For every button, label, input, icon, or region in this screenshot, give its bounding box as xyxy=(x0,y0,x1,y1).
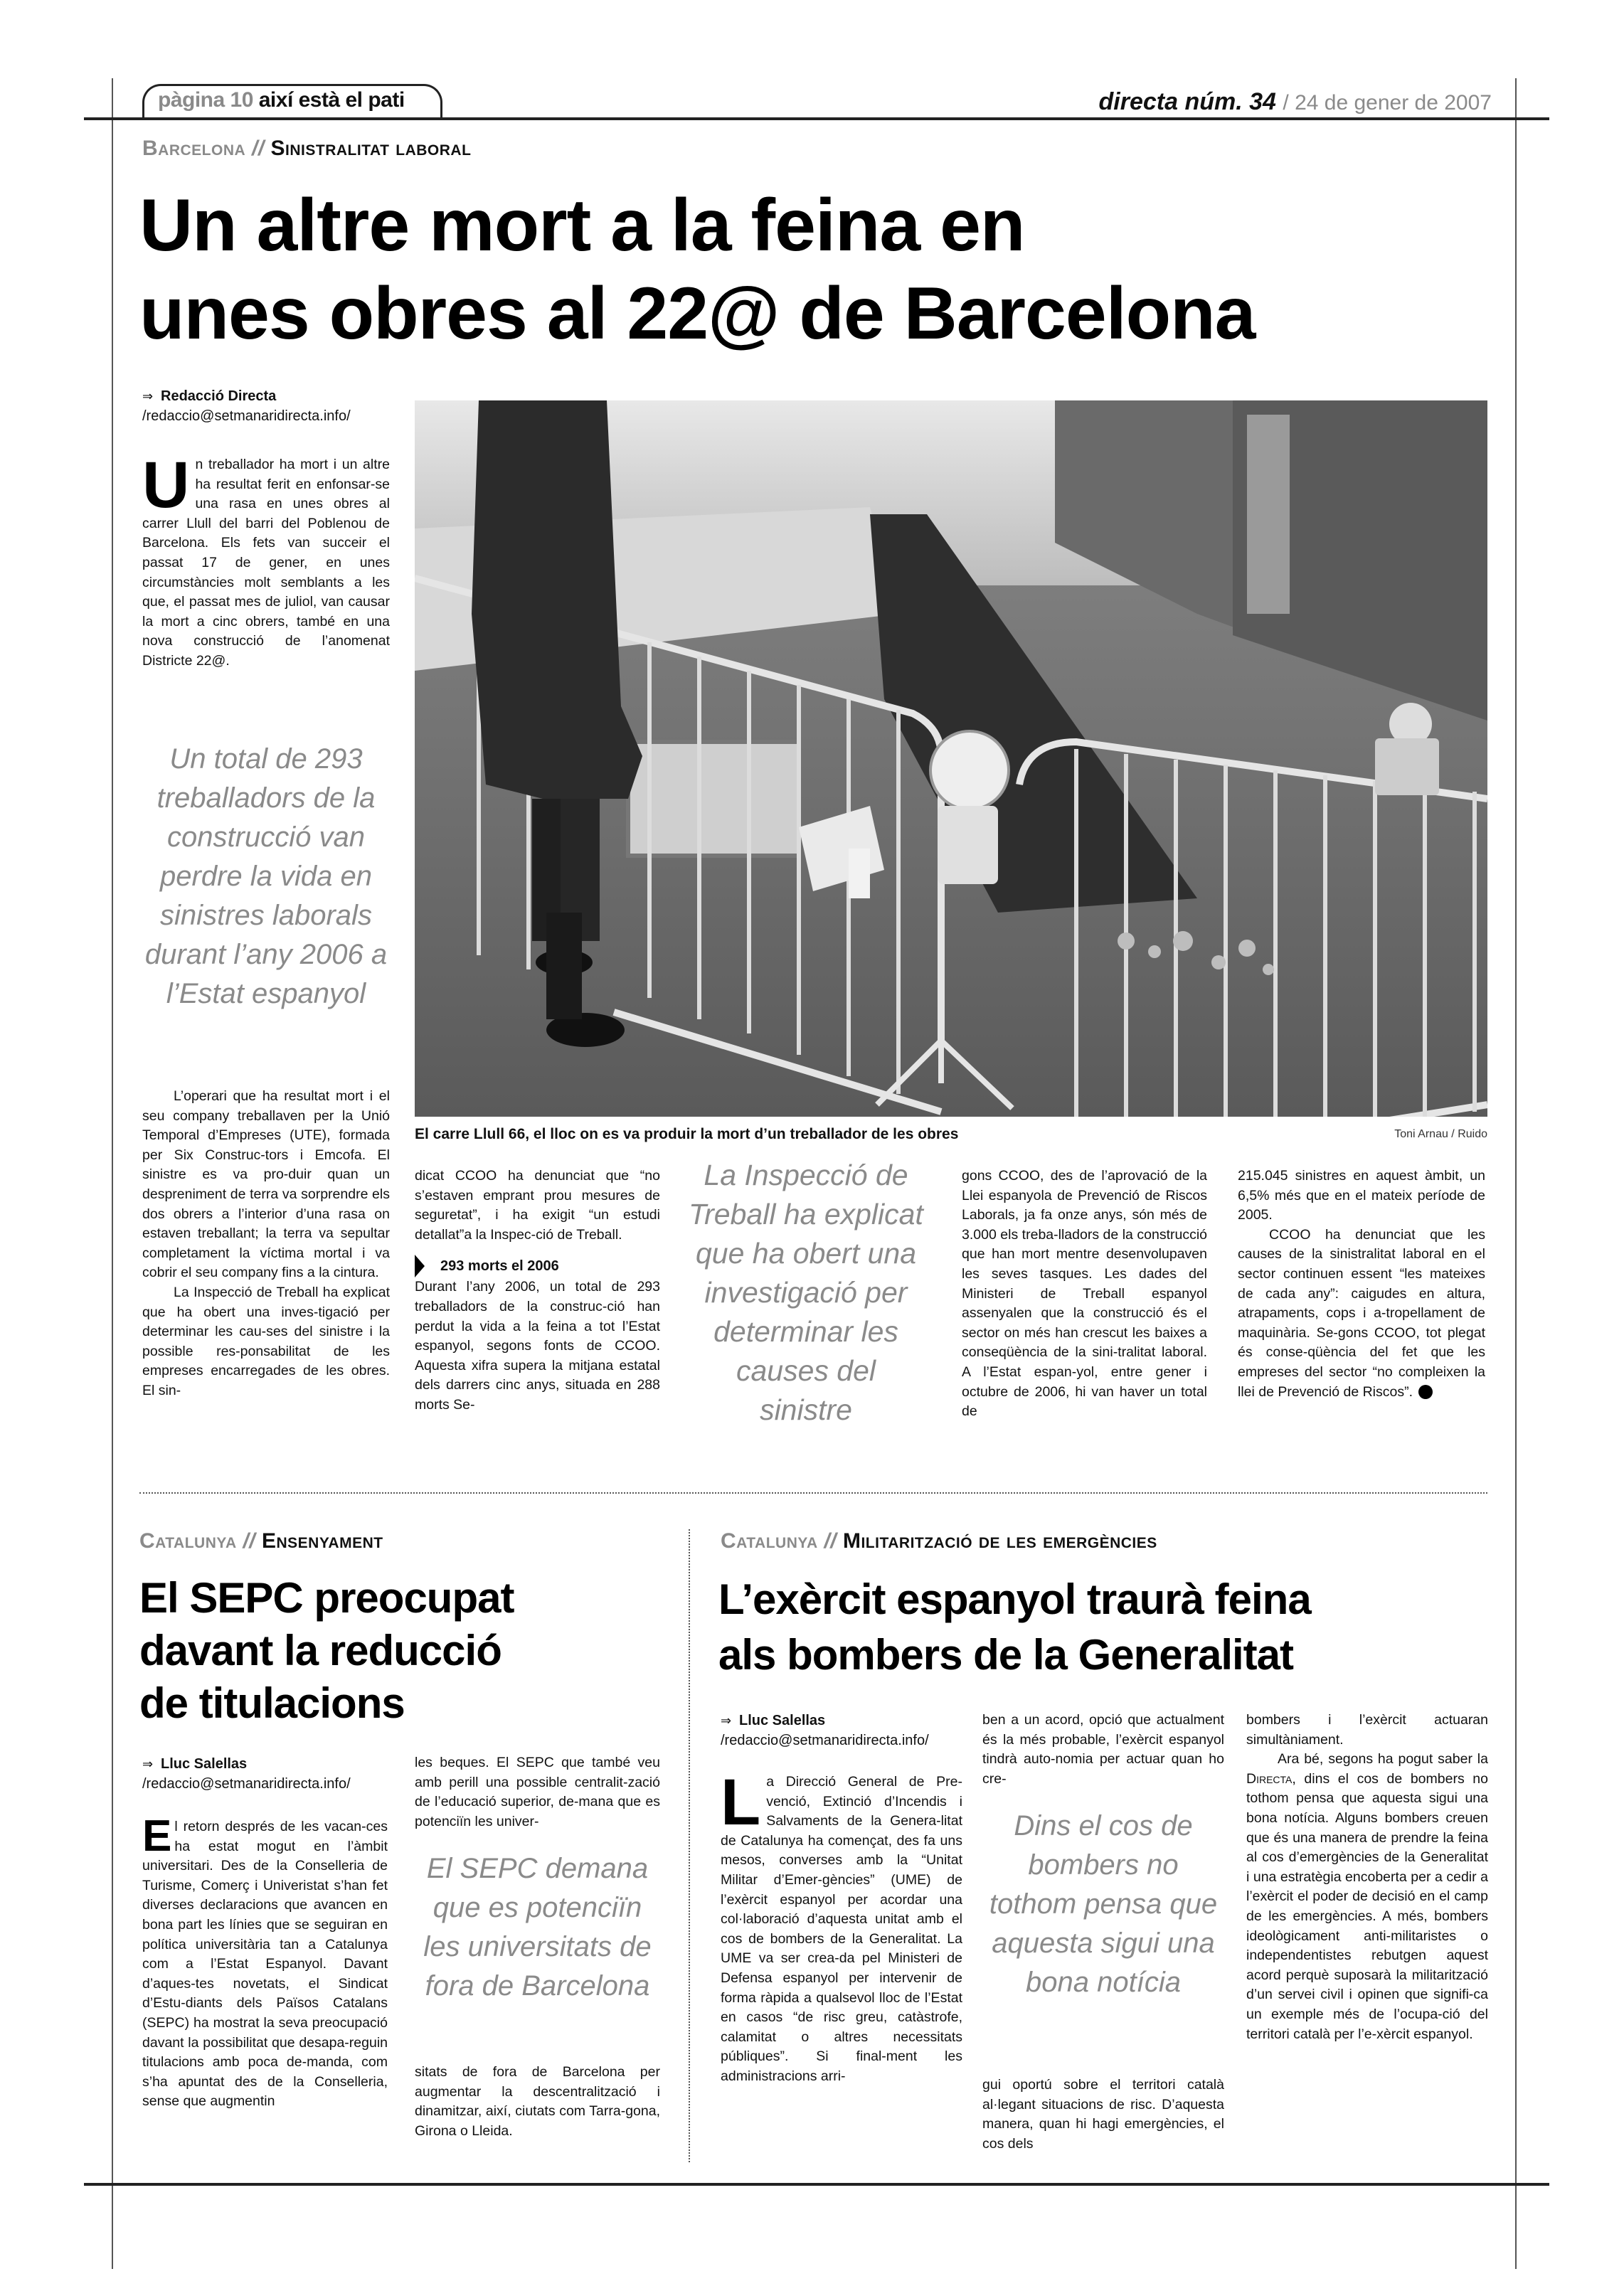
article1-column-2 xyxy=(415,1166,660,1415)
lead-text: n treballador ha mort i un altre ha resultat ferit en enfonsar-se una rasa en unes obres al carrer Llull del barri del Poblenou de Barcelona. Els fets van succeir el passat 17 de gener, en unes circumstàncies molt semblants a les que, el passat mes de juliol, van causar la mort a cinc obrers, també en una nova construcció de l’anomenat Districte 22@. xyxy=(142,457,390,669)
kicker-separator: // xyxy=(252,137,265,160)
author-email[interactable]: /redaccio@setmanaridirecta.info/ xyxy=(142,1776,351,1792)
article3-column-3 xyxy=(1246,1711,1488,2044)
kicker-separator: // xyxy=(824,1529,837,1553)
author-name: Redacció Directa xyxy=(161,388,277,404)
paragraph xyxy=(1246,1750,1488,2044)
construction-site-photo xyxy=(415,400,1487,1117)
paragraph: dicat CCOO ha denunciat que “no s’estaven emprant prou mesures de seguretat”, i ha exigit “un estudi detallat”a la Inspec-ció de Treball. xyxy=(415,1168,660,1243)
kicker-separator: // xyxy=(243,1529,256,1553)
subheading-text: 293 morts el 2006 xyxy=(440,1258,559,1274)
paragraph: gons CCOO, des de l’aprovació de la Llei espanyola de Prevenció de Riscos Laborals, ja fa onze anys, són més de 3.000 els treba-lladors de la construcció que han mort mentre desenvolupaven les seves tasques. Les dades del Ministeri de Treball espanyol assenyalen que la construcció és el sector on més han crescut les baixes a conseqüència de la sini-tralitat laboral. A l’Estat espan-yol, entre gener i octubre de 2006, hi van haver un total de xyxy=(962,1168,1207,1420)
kicker-topic: Ensenyament xyxy=(261,1529,383,1553)
column-divider xyxy=(689,1529,690,2162)
paragraph: La Inspecció de Treball ha explicat que ha obert una inves-tigació per determinar les cau-ses del sinistre i la possible res-ponsabilitat de les empreses encarregades de les obres. El sin- xyxy=(142,1284,390,1398)
headline-line: Un altre mort a la feina en xyxy=(139,184,1025,267)
article1-kicker xyxy=(142,137,471,161)
headline-line: de titulacions xyxy=(139,1679,405,1727)
kicker-region: Catalunya xyxy=(139,1529,237,1553)
photo-credit: Toni Arnau / Ruido xyxy=(1394,1128,1487,1140)
article1-column-1 xyxy=(142,1087,390,1401)
article2-pull-quote: El SEPC demana que es potenciïn les universitats de fora de Barcelona xyxy=(423,1853,652,2002)
kicker-topic: Sinistralitat laboral xyxy=(270,137,472,160)
paragraph: L’operari que ha resultat mort i el seu company treballaven per la Unió Temporal d’Empreses (UTE), formada per Six Construc-tors i Emcofa. El sinistre es va pro-duir quan un despreniment de terra va sorprendre els dos obrers a l’interior d’una rasa on estaven treballant; la terra va sepultar completament la víctima mortal i va cobrir el seu company fins a la cintura. xyxy=(142,1088,390,1281)
article3-byline xyxy=(721,1711,955,1750)
page-tab-label xyxy=(158,88,405,112)
paragraph-text: a Direcció General de Pre-venció, Extinció d’Incendis i Salvaments de la Genera-litat de Catalunya ha començat, des fa uns mesos, converses amb la “Unitat Militar d’Emer-gències” (UME) de l’exèrcit espanyol per acordar una col·laboració d’aquesta unitat amb el cos de bombers de la Generalitat. La UME va ser crea-da pel Ministeri de Defensa espanyol per intervenir de forma ràpida a qualsevol lloc de l’Estat en casos “de risc greu, catàstrofe, calamitat o altres necessitats públiques”. Si final-ment les administracions arri- xyxy=(721,1774,962,2084)
article3-column-1 xyxy=(721,1766,962,2087)
paragraph xyxy=(1238,1226,1485,1402)
article2-byline xyxy=(142,1754,398,1794)
article1-pull-quote-1: Un total de 293 treballadors de la construcció van perdre la vida en sinistres laborals durant l’any 2006 a l’Estat espanyol xyxy=(144,743,388,1009)
author-email[interactable]: /redaccio@setmanaridirecta.info/ xyxy=(721,1733,929,1748)
eye-icon: ⇒ xyxy=(721,1713,732,1728)
article1-photo xyxy=(415,400,1487,1117)
kicker-topic: Militarització de les emergències xyxy=(842,1529,1157,1553)
author-name: Lluc Salellas xyxy=(161,1756,248,1772)
footer-rule xyxy=(84,2183,1549,2186)
headline-line: davant la reducció xyxy=(139,1627,501,1674)
end-of-article-icon: d xyxy=(1418,1385,1433,1399)
article1-column-5 xyxy=(1238,1166,1485,1402)
paragraph: bombers i l’exèrcit actuaran simultàniament. xyxy=(1246,1712,1488,1748)
headline-line: als bombers de la Generalitat xyxy=(718,1631,1293,1679)
article1-pull-quote-2: La Inspecció de Treball ha explicat que ha obert una investigació per determinar les causes del sinistre xyxy=(689,1159,923,1426)
article1-byline xyxy=(142,386,413,426)
issue-info xyxy=(1099,88,1492,116)
kicker-region: Catalunya xyxy=(721,1529,818,1553)
author-name: Lluc Salellas xyxy=(739,1713,826,1728)
paragraph-text: CCOO ha denunciat que les causes de la sinistralitat laboral en el sector continuen essent “les mateixes de cada any”: caigudes en altura, atrapaments, cops i a-tropellament de maquinària. Se-gons CCOO, tot plegat és conse-qüència del fet que les empreses del sector “no compleixen la llei de Prevenció de Riscos”. xyxy=(1238,1226,1485,1400)
paragraph: Durant l’any 2006, un total de 293 treballadors de la construc-ció han perdut la vida a la feina a tot l’Estat espanyol, segons fonts de CCOO. Aquesta xifra supera la mitjana estatal dels darrers cinc anys, situada en 288 morts Se- xyxy=(415,1279,660,1413)
paragraph: 215.045 sinistres en aquest àmbit, un 6,5% més que en el mateix període de 2005. xyxy=(1238,1168,1485,1223)
subheading xyxy=(415,1255,660,1277)
author-email[interactable]: /redaccio@setmanaridirecta.info/ xyxy=(142,408,351,424)
headline-line: L’exèrcit espanyol traurà feina xyxy=(718,1575,1311,1623)
drop-cap: L xyxy=(721,1766,761,1839)
article1-column-4 xyxy=(962,1166,1207,1422)
eye-icon: ⇒ xyxy=(142,1757,154,1771)
issue-date: / 24 de gener de 2007 xyxy=(1283,91,1492,115)
drop-cap: U xyxy=(142,449,190,521)
article2-column-2-bottom: sitats de fora de Barcelona per augmentar la descentralització i dinamitzar, així, ciutats com Tarra-gona, Girona o Lleida. xyxy=(415,2064,660,2139)
kicker-region: Barcelona xyxy=(142,137,246,160)
paragraph-text: Ara bé, segons ha pogut saber la xyxy=(1278,1751,1488,1768)
drop-cap: E xyxy=(142,1812,172,1861)
article1-headline xyxy=(139,181,1256,358)
section-divider xyxy=(139,1492,1487,1494)
headline-line: El SEPC preocupat xyxy=(139,1574,514,1622)
article3-pull-quote: Dins el cos de bombers no tothom pensa que aquesta sigui una bona notícia xyxy=(989,1810,1218,1998)
page-number: pàgina 10 xyxy=(158,88,253,112)
article3-column-2-top: ben a un acord, opció que actualment és la més probable, l’exèrcit espanyol tindrà auto-nomia per actuar quan ho cre- xyxy=(982,1712,1224,1787)
article2-column-1 xyxy=(142,1812,388,2112)
article1-lead xyxy=(142,449,390,671)
left-margin-line xyxy=(112,78,113,2269)
paragraph-text: , dins el cos de bombers no tothom pensa que aquesta sigui una bona notícia. Alguns bombers creuen que és una manera de prendre la feina al cos d’emergències de la Generalitat i una estratègia encoberta per a cedir a l’exèrcit el poder de decisió en el camp de les emergències. A més, bombers ideològicament anti-militaristes o independentistes rebutgen aquest acord perquè suposarà la militarització d’un servei civil i opinen que signifi-ca un exemple més de l’ocupa-ció del territori català per l’e-xèrcit espanyol. xyxy=(1246,1770,1488,2042)
publication-name: directa núm. 34 xyxy=(1098,88,1276,115)
triangle-bullet-icon xyxy=(415,1255,425,1277)
eye-icon: ⇒ xyxy=(142,389,154,403)
section-name: així està el pati xyxy=(258,88,405,112)
photo-caption: El carre Llull 66, el lloc on es va produir la mort d’un treballador de les obres xyxy=(415,1126,959,1142)
right-margin-line xyxy=(1515,78,1517,2269)
publication-mention: Directa xyxy=(1246,1770,1293,1787)
article2-headline xyxy=(139,1572,514,1730)
headline-line: unes obres al 22@ de Barcelona xyxy=(139,272,1256,355)
article3-kicker xyxy=(721,1529,1157,1553)
article2-column-2-top: les beques. El SEPC que també veu amb perill una possible centralit-zació de l’educació superior, de-mana que es potenciïn les univer- xyxy=(415,1755,660,1829)
article3-column-2-bottom: gui oportú sobre el territori català al·legant situacions de risc. D’aquesta manera, quan hi hagi emergències, el cos dels xyxy=(982,2077,1224,2152)
article3-headline xyxy=(718,1572,1311,1683)
article2-kicker xyxy=(139,1529,383,1553)
paragraph-text: l retorn després de les vacan-ces ha estat mogut en l’àmbit universitari. Des de la Conselleria de Turisme, Comerç i Univeristat s’han fet diverses declaracions que avancen en bona part les línies que se seguiran en política universitària tan a Catalunya com a l’Estat Espanyol. Davant d’aques-tes novetats, el Sindicat d’Estu-diants dels Països Catalans (SEPC) ha mostrat la seva preocupació davant la possibilitat que desapa-reguin titulacions amb poca de-manda, com s’ha apuntat des de la Conselleria, sense que augmentin xyxy=(142,1819,388,2110)
